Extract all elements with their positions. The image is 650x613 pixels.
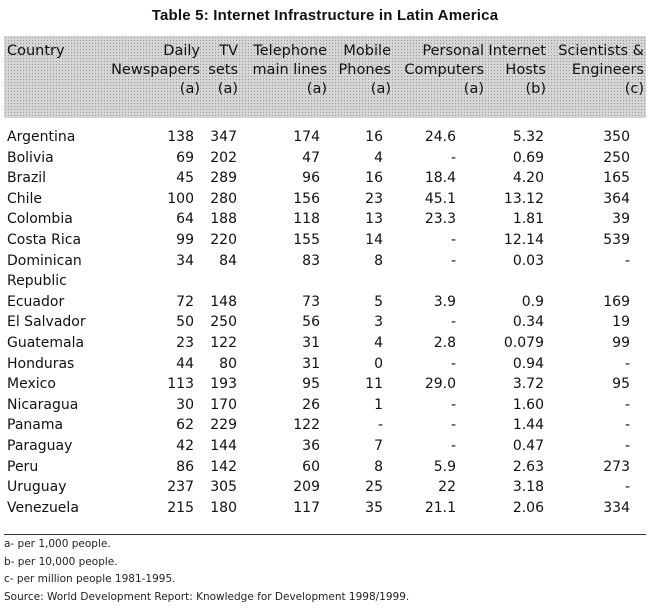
value-cell: 122 [210, 334, 237, 351]
value-cell: - [450, 252, 456, 269]
value-cell: 34 [176, 252, 194, 269]
value-cell: 165 [603, 170, 630, 187]
value-cell: 169 [603, 293, 630, 310]
value-cell: 350 [603, 129, 630, 145]
table-row [4, 292, 646, 313]
value-cell: 4.20 [512, 170, 544, 187]
infrastructure-table [4, 36, 646, 518]
country-cell: Panama [7, 417, 64, 434]
value-cell: 22 [438, 479, 456, 496]
value-cell: 180 [210, 499, 237, 516]
value-cell: - [450, 314, 456, 331]
value-cell: 60 [302, 458, 320, 475]
value-cell: 2.06 [512, 499, 544, 516]
value-cell: 35 [365, 499, 383, 516]
value-cell: 0.03 [512, 252, 544, 269]
value-cell: 4 [374, 334, 383, 351]
value-cell: 3.9 [433, 293, 456, 310]
value-cell: 539 [603, 231, 630, 248]
column-header-line: (a) [179, 81, 200, 97]
value-cell: 69 [176, 149, 194, 166]
value-cell: 0.9 [521, 293, 544, 310]
column-header-line: Mobile [343, 43, 391, 59]
value-cell: - [450, 355, 456, 372]
value-cell: 99 [176, 231, 194, 248]
table-row [4, 168, 646, 189]
table-row [4, 477, 646, 498]
value-cell: 148 [210, 293, 237, 310]
footnote-c: c- per million people 1981-1995. [4, 573, 176, 586]
value-cell: - [450, 149, 456, 166]
value-cell: 2.8 [433, 334, 456, 351]
value-cell: 142 [210, 458, 237, 475]
column-header-line: Internet [488, 43, 546, 59]
column-header-line: Newspapers [111, 62, 200, 78]
value-cell: 16 [365, 129, 383, 145]
country-cell: Ecuador [7, 293, 65, 310]
footnotes [4, 536, 644, 606]
value-cell: 3.18 [512, 479, 544, 496]
country-cell: Venezuela [7, 499, 79, 516]
country-cell: Paraguay [7, 437, 73, 454]
value-cell: 12.14 [503, 231, 544, 248]
country-cell: Costa Rica [7, 231, 82, 248]
value-cell: 8 [374, 458, 383, 475]
value-cell: 0.94 [512, 355, 544, 372]
value-cell: 26 [302, 396, 320, 413]
table-row [4, 374, 646, 395]
table-row [4, 333, 646, 354]
value-cell: - [624, 417, 630, 434]
column-header-line: sets [208, 62, 238, 78]
column-header-4 [329, 36, 393, 118]
column-header-line: (a) [217, 81, 238, 97]
value-cell: 5.32 [512, 129, 544, 145]
table-row [4, 436, 646, 457]
table-row [4, 457, 646, 478]
value-cell: - [450, 231, 456, 248]
value-cell: 14 [365, 231, 383, 248]
column-header-line: Computers [404, 62, 484, 78]
value-cell: 29.0 [424, 376, 456, 393]
value-cell: 0.34 [512, 314, 544, 331]
value-cell: 25 [365, 479, 383, 496]
value-cell: - [450, 396, 456, 413]
value-cell: 113 [167, 376, 194, 393]
value-cell: 215 [167, 499, 194, 516]
value-cell: 80 [219, 355, 237, 372]
value-cell: 347 [210, 129, 237, 145]
header-row [4, 36, 646, 118]
column-header-line: Phones [338, 62, 391, 78]
table-row [4, 230, 646, 251]
table-bottom-rule [4, 534, 646, 535]
value-cell: 31 [302, 355, 320, 372]
value-cell: 237 [167, 479, 194, 496]
value-cell: 156 [293, 190, 320, 207]
value-cell: 23 [176, 334, 194, 351]
column-header-5 [393, 36, 486, 118]
value-cell: 95 [612, 376, 630, 393]
value-cell: 0.079 [503, 334, 544, 351]
value-cell: 3 [374, 314, 383, 331]
table-title: Table 5: Internet Infrastructure in Latin America [151, 7, 499, 24]
value-cell: 209 [293, 479, 320, 496]
value-cell: 30 [176, 396, 194, 413]
table-row [4, 118, 646, 148]
value-cell: 86 [176, 458, 194, 475]
country-cell: Argentina [7, 129, 76, 145]
value-cell: 44 [176, 355, 194, 372]
value-cell: 144 [210, 437, 237, 454]
country-cell: Chile [7, 190, 43, 207]
value-cell: 13 [365, 211, 383, 228]
value-cell: 7 [374, 437, 383, 454]
table-row [4, 395, 646, 416]
column-header-line: (c) [624, 81, 644, 97]
value-cell: 73 [302, 293, 320, 310]
value-cell: 13.12 [503, 190, 544, 207]
column-header-line: Country [7, 43, 65, 59]
value-cell: 72 [176, 293, 194, 310]
value-cell: 19 [612, 314, 630, 331]
column-header-1 [108, 36, 202, 118]
value-cell: 99 [612, 334, 630, 351]
value-cell: 0.69 [512, 149, 544, 166]
value-cell: 170 [210, 396, 237, 413]
value-cell: 47 [302, 149, 320, 166]
table-header [4, 36, 646, 118]
value-cell: 18.4 [424, 170, 456, 187]
value-cell: 4 [374, 149, 383, 166]
value-cell: 250 [603, 149, 630, 166]
footnote-a: a- per 1,000 people. [4, 538, 111, 550]
value-cell: 0.47 [512, 437, 544, 454]
value-cell: 21.1 [424, 499, 456, 516]
country-cell: Brazil [7, 170, 47, 187]
value-cell: 96 [302, 170, 320, 187]
column-header-line: (a) [370, 81, 391, 97]
column-header-line: (a) [306, 81, 327, 97]
value-cell: 56 [302, 314, 320, 331]
country-cell: Mexico [7, 376, 56, 393]
table-row [4, 209, 646, 230]
value-cell: 117 [293, 499, 320, 516]
column-header-2 [202, 36, 240, 118]
country-cell: Honduras [7, 355, 75, 372]
column-header-line: (a) [463, 81, 484, 97]
column-header-7 [548, 36, 646, 118]
footnote-b: b- per 10,000 people. [4, 555, 118, 568]
value-cell: 45 [176, 170, 194, 187]
value-cell: 50 [176, 314, 194, 331]
column-header-0 [4, 36, 108, 118]
country-cell: Guatemala [7, 334, 85, 351]
value-cell: 280 [210, 190, 237, 207]
country-cell: Nicaragua [7, 396, 79, 413]
table-body [4, 118, 646, 518]
country-cell: Peru [7, 458, 39, 475]
value-cell: 3.72 [512, 376, 544, 393]
column-header-line: Engineers [571, 62, 644, 78]
value-cell: 202 [210, 149, 237, 166]
value-cell: 250 [210, 314, 237, 331]
column-header-line: Personal [422, 43, 484, 59]
country-cell: Uruguay [7, 479, 67, 496]
value-cell: 118 [293, 211, 320, 228]
value-cell: 188 [210, 211, 237, 228]
value-cell: 8 [374, 252, 383, 269]
value-cell: 334 [603, 499, 630, 516]
value-cell: 100 [167, 190, 194, 207]
value-cell: 11 [365, 376, 383, 393]
table-row [4, 415, 646, 436]
value-cell: 174 [293, 129, 320, 145]
value-cell: - [624, 479, 630, 496]
country-cell: El Salvador [7, 314, 86, 331]
value-cell: 273 [603, 458, 630, 475]
value-cell: 31 [302, 334, 320, 351]
country-cell: Dominican Republic [7, 252, 82, 290]
column-header-line: (b) [525, 81, 546, 97]
value-cell: 24.6 [424, 129, 456, 145]
value-cell: 62 [176, 417, 194, 434]
value-cell: - [624, 437, 630, 454]
value-cell: 1.60 [512, 396, 544, 413]
value-cell: 84 [219, 252, 237, 269]
value-cell: 16 [365, 170, 383, 187]
value-cell: 0 [374, 355, 383, 372]
value-cell: - [450, 417, 456, 434]
column-header-line: TV [219, 43, 238, 59]
column-header-line: Scientists & [558, 43, 644, 59]
value-cell: 138 [167, 129, 194, 145]
country-cell: Colombia [7, 211, 73, 228]
value-cell: 229 [210, 417, 237, 434]
value-cell: - [377, 417, 383, 434]
column-header-line: Daily [163, 43, 200, 59]
value-cell: 1.44 [512, 417, 544, 434]
value-cell: 1.81 [512, 211, 544, 228]
value-cell: 23.3 [424, 211, 456, 228]
value-cell: 23 [365, 190, 383, 207]
value-cell: - [624, 355, 630, 372]
value-cell: - [624, 396, 630, 413]
table-row [4, 148, 646, 169]
table-row [4, 189, 646, 210]
value-cell: 83 [302, 252, 320, 269]
value-cell: 5.9 [433, 458, 456, 475]
value-cell: 305 [210, 479, 237, 496]
column-header-line: Telephone [253, 43, 327, 59]
value-cell: 39 [612, 211, 630, 228]
table-row [4, 251, 646, 292]
column-header-3 [240, 36, 329, 118]
value-cell: 2.63 [512, 458, 544, 475]
country-cell: Bolivia [7, 149, 54, 166]
value-cell: 64 [176, 211, 194, 228]
value-cell: - [450, 437, 456, 454]
value-cell: 1 [374, 396, 383, 413]
value-cell: 122 [293, 417, 320, 434]
column-header-line: main lines [252, 62, 327, 78]
value-cell: 364 [603, 190, 630, 207]
column-header-6 [486, 36, 548, 118]
value-cell: - [624, 252, 630, 269]
column-header-line: Hosts [505, 62, 546, 78]
value-cell: 95 [302, 376, 320, 393]
value-cell: 5 [374, 293, 383, 310]
value-cell: 45.1 [424, 190, 456, 207]
value-cell: 193 [210, 376, 237, 393]
source-note: Source: World Development Report: Knowledge for Development 1998/1999. [4, 590, 410, 603]
table-row [4, 498, 646, 519]
table-row [4, 312, 646, 333]
value-cell: 155 [293, 231, 320, 248]
value-cell: 220 [210, 231, 237, 248]
value-cell: 42 [176, 437, 194, 454]
table-row [4, 354, 646, 375]
value-cell: 36 [302, 437, 320, 454]
value-cell: 289 [210, 170, 237, 187]
